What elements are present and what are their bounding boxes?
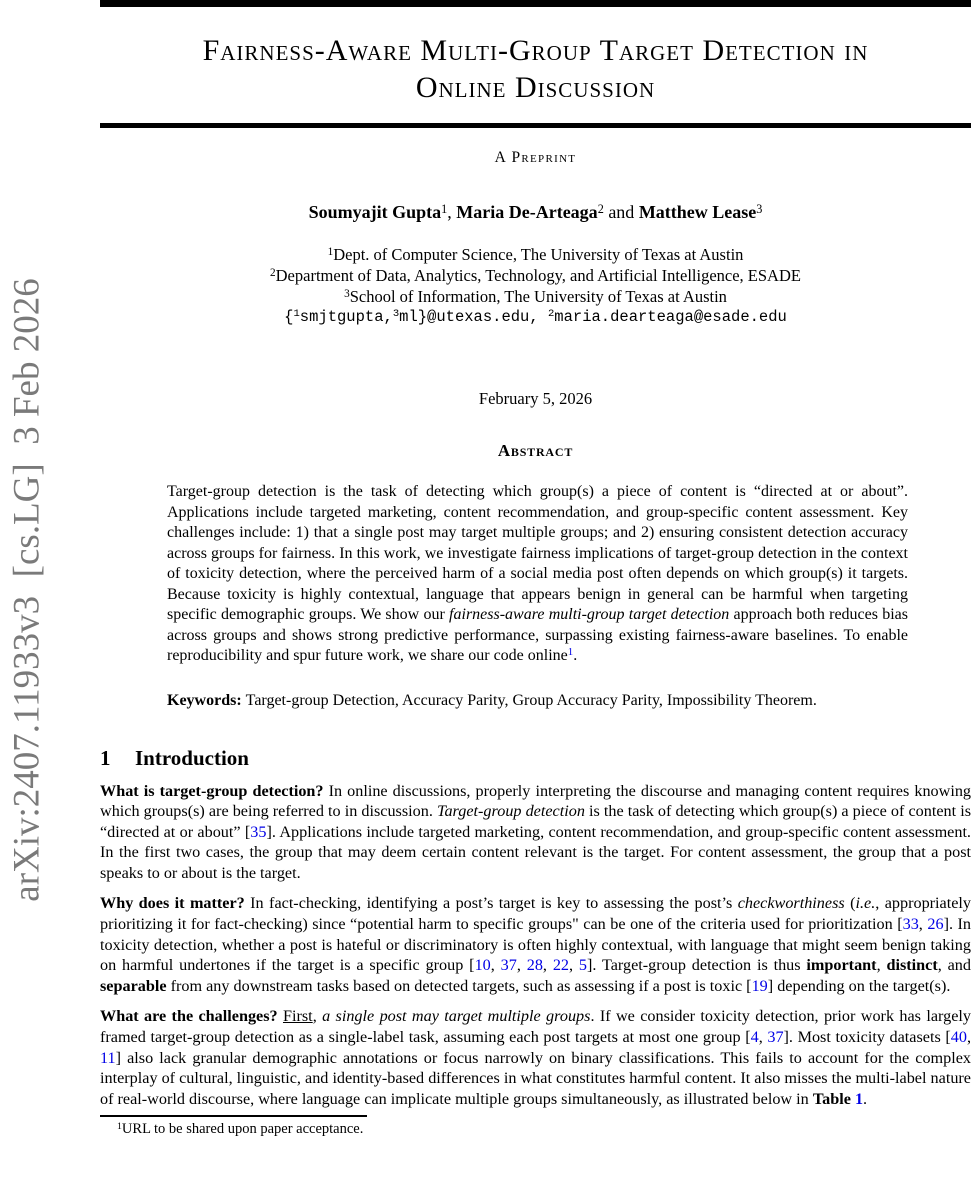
text-run: . [863,1089,868,1108]
text-run: Department of Data, Analytics, Technology, and Artificial Intelligence, ESADE [275,266,801,285]
text-run: ] depending on the target(s). [767,976,951,995]
text-run: 1 [327,245,334,258]
affiliations-block [100,244,971,328]
citation-link[interactable]: 5 [578,956,587,975]
authors-line [100,202,971,223]
text-run: i.e. [855,894,876,913]
text-run: ml}@utexas.edu, [399,308,548,326]
text-run: Table [812,1089,855,1108]
text-run: Target-group Detection, Accuracy Parity, Group Accuracy Parity, Impossibility Theorem. [245,691,817,709]
text-run: . If we consider toxicity detection, prior work has largely framed target-group detection as a single-label task, assuming each post targets at most one group [ [100,1007,971,1047]
affiliation-1 [100,244,971,265]
section-number: 1 [100,745,111,770]
citation-link[interactable]: 26 [927,915,944,934]
text-run: 1 [441,201,448,216]
paper-title-line1: Fairness-Aware Multi-Group Target Detection in [202,34,869,67]
affiliation-3 [100,286,971,307]
keywords-line [167,692,911,710]
citation-link[interactable]: 33 [902,915,919,934]
section-heading-introduction [100,746,971,771]
text-run: approach both reduces bias across groups and shows strong predictive performance, surpassing existing fairness-aware baselines. To enable reproducibility and spur future work, we share our code online [167,606,908,664]
abstract-text [167,482,908,667]
footnote-ref-link[interactable]: 1 [567,646,574,659]
text-run: , [918,915,928,934]
text-run: ] also lack granular demographic annotations or focus narrowly on binary classifications. This fails to account for the complex interplay of cultural, linguistic, and identity-based differences in what constitutes harmful content. It also misses the multi-label nature of real-world discourse, where language can implicate multiple groups simultaneously, as illustrated below in [100,1048,971,1108]
title-rule-bottom [100,123,971,128]
text-run: Target-group detection [436,802,585,821]
text-run: Matthew Lease [638,202,757,222]
text-run: Why does it matter? [100,894,251,913]
abstract-heading: Abstract [497,441,574,460]
text-run: 3 [344,287,350,300]
text-run: , [542,956,553,975]
text-run: smjtgupta, [299,308,393,326]
text-run: , [876,956,887,975]
text-run: What is target-group detection? [100,781,329,800]
text-run: , and [937,956,971,975]
text-run: ]. Most toxicity datasets [ [783,1028,951,1047]
text-run: Maria De-Arteaga [456,202,598,222]
text-run: separable [100,976,167,995]
footnote-rule [100,1115,367,1117]
footnote-text [100,1121,971,1138]
section-title: Introduction [135,745,249,770]
text-run: 3 [756,201,763,216]
text-run: Keywords: [167,691,246,709]
text-run: a single post may target multiple groups [322,1007,591,1026]
citation-link[interactable]: 35 [250,822,267,841]
text-run: . [573,647,578,664]
text-run: fairness-aware multi-group target detection [449,606,730,623]
text-run: { [284,308,294,326]
text-run: Soumyajit Gupta [308,202,442,222]
footnote-mark: 1 [117,1120,122,1132]
text-run: , [490,956,501,975]
text-run: 2 [270,266,276,279]
arxiv-watermark: arXiv:2407.11933v3 [cs.LG] 3 Feb 2026 [6,278,48,902]
footnote [100,1115,971,1138]
text-run: 2 [597,201,604,216]
citation-link[interactable]: 4 [750,1028,759,1047]
text-run: ]. Target-group detection is thus [586,956,807,975]
citation-link[interactable]: 37 [500,956,517,975]
text-run: and [603,202,639,222]
intro-paragraph-2 [100,893,971,996]
citation-link[interactable]: 40 [950,1028,967,1047]
text-run: distinct [886,956,938,975]
text-run: What are the challenges? [100,1007,283,1026]
text-run: important [806,956,877,975]
intro-paragraph-1 [100,781,971,884]
text-run: ]. In toxicity detection, whether a post is hateful or discriminatory is often highly contextual, with language that might seem benign taking on harmful undertones if the target is a specific group [ [100,915,972,975]
text-run: ]. Applications include targeted marketing, content recommendation, and group-specific content assessment. In the first two cases, the group that may deem certain content relevant is the target. For content assessment, the group that a post speaks to or about is the target. [100,822,971,882]
affiliation-2 [100,265,971,286]
citation-link[interactable]: 28 [526,956,543,975]
text-run: , [516,956,527,975]
title-rule-top [100,0,971,7]
text-run: maria.dearteaga@esade.edu [554,308,787,326]
paper-content [100,0,971,1138]
citation-link[interactable]: 19 [751,976,768,995]
intro-paragraph-3 [100,1006,971,1109]
paper-title [100,32,971,106]
text-run: , [569,956,579,975]
text-run: checkworthiness [737,894,845,913]
preprint-label: A Preprint [494,149,577,166]
author-emails [100,307,971,328]
text-run: , [312,1007,323,1026]
paper-date: February 5, 2026 [478,389,593,408]
text-run: , appropriately prioritizing it for fact-checking) since “potential harm to specific groups" can be one of the criteria used for prioritization [ [100,894,972,934]
text-run: 1 [293,308,300,321]
footnote-body: URL to be shared upon paper acceptance. [121,1121,364,1138]
text-run: Target-group detection is the task of detecting which group(s) a piece of content is “directed at or about”. Applications include targeted marketing, content recommendation, and group-specific content assessment. Key challenges include: 1) that a single post may target multiple groups; and 2) ensuring consistent detection accuracy across groups for fairness. In this work, we investigate fairness implications of target-group detection in the context of toxicity detection, where the perceived harm of a social media post often depends on which group(s) it targets. Because toxicity is highly contextual, language that appears benign in general can be harmful when targeting specific demographic groups. We show our [167,483,908,623]
citation-link[interactable]: 1 [854,1089,864,1108]
citation-link[interactable]: 22 [552,956,569,975]
text-run: 2 [547,308,555,321]
text-run: is the task of detecting which group(s) a piece of content is “directed at or about” [ [100,802,971,841]
text-run: In fact-checking, identifying a post’s target is key to assessing the post’s [250,894,738,913]
text-run: School of Information, The University of Texas at Austin [349,287,727,306]
citation-link[interactable]: 10 [474,956,491,975]
text-run: ( [844,894,856,913]
text-run: 3 [392,308,400,321]
citation-link[interactable]: 37 [767,1028,784,1047]
text-run: from any downstream tasks based on detected targets, such as assessing if a post is toxic [ [166,976,752,995]
paper-title-line2: Online Discussion [415,71,656,104]
text-run: Dept. of Computer Science, The University of Texas at Austin [333,245,744,264]
text-run: , [447,202,457,222]
text-run: , [966,1028,971,1047]
text-run: First [282,1007,313,1026]
text-run: , [758,1028,768,1047]
citation-link[interactable]: 11 [100,1048,116,1067]
text-run: In online discussions, properly interpreting the discourse and managing content requires knowing which groups(s) are being referred to in discussion. [100,781,972,821]
